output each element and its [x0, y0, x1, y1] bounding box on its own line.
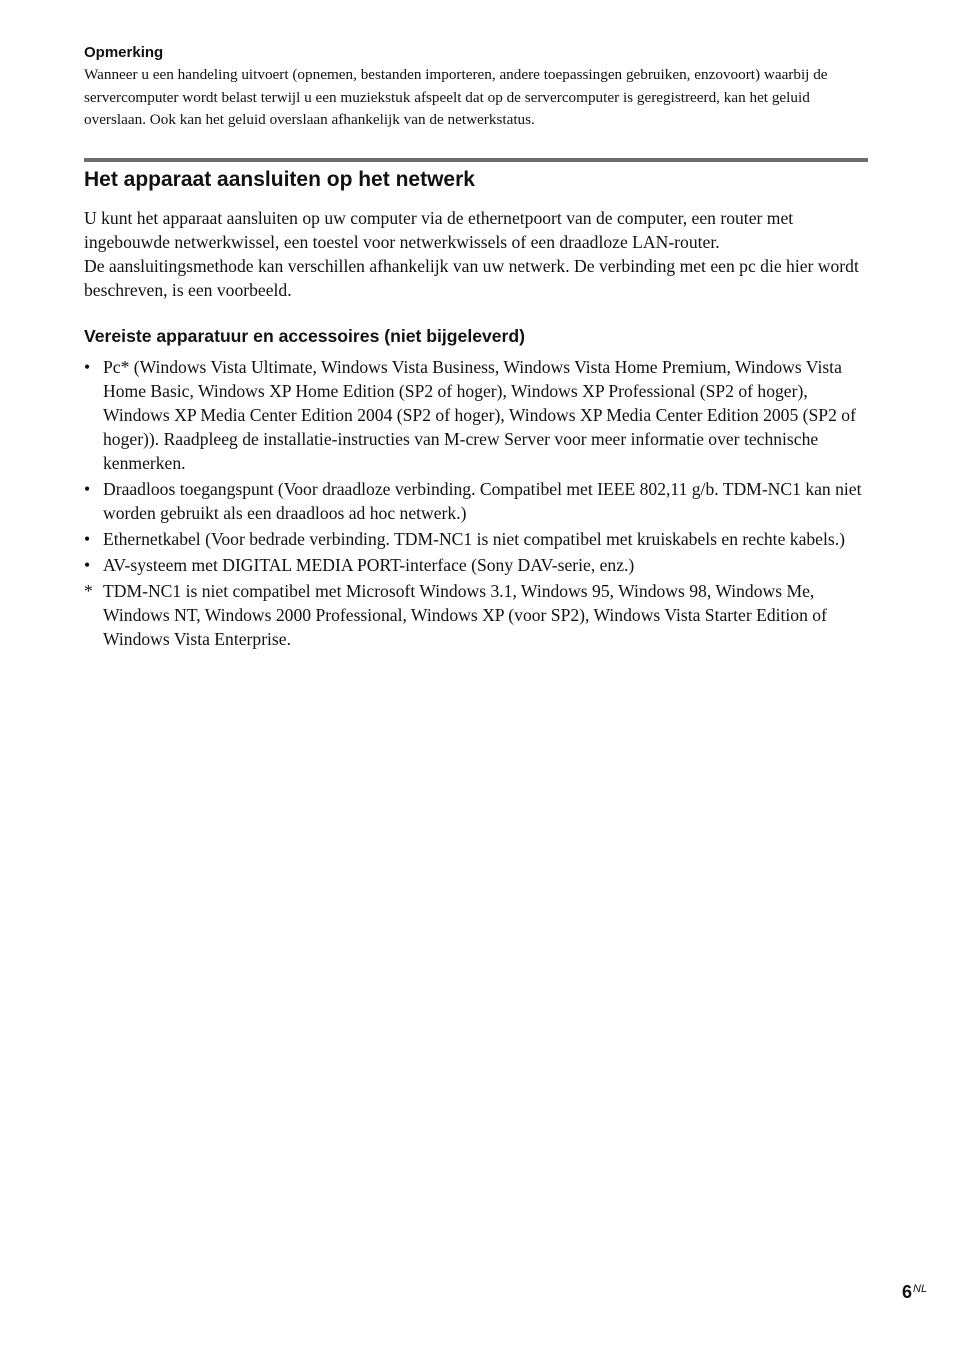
bullet-marker: • — [84, 478, 91, 499]
list-item — [84, 477, 868, 525]
note-title: Opmerking — [84, 44, 164, 61]
subsection-heading: Vereiste apparatuur en accessoires (niet bijgeleverd) — [84, 325, 526, 346]
list-item — [84, 355, 868, 475]
bullet-marker: • — [84, 528, 91, 549]
page-language-code: NL — [913, 1283, 928, 1295]
bullet-marker: • — [84, 554, 91, 575]
list-item — [84, 579, 868, 651]
note-text: Wanneer u een handeling uitvoert (opnemen, bestanden importeren, andere toepassingen gebruiken, enzovoort) waarbij de servercomputer wordt belast terwijl u een muziekstuk afspeelt dat op de servercomputer is geregistreerd, kan het geluid overslaan. Ook kan het geluid overslaan afhankelijk van de netwerkstatus. — [84, 66, 828, 128]
bullet-marker: • — [84, 356, 91, 377]
list-item-text: AV-systeem met DIGITAL MEDIA PORT-interface (Sony DAV-serie, enz.) — [103, 554, 635, 575]
list-item — [84, 553, 868, 577]
page-number — [902, 1282, 927, 1303]
list-item-text: Draadloos toegangspunt (Voor draadloze verbinding. Compatibel met IEEE 802,11 g/b. TDM-NC1 kan niet worden gebruikt als een draadloos ad hoc netwerk.) — [103, 478, 862, 523]
section-heading: Het apparaat aansluiten op het netwerk — [84, 167, 475, 191]
page-number-value: 6 — [902, 1282, 913, 1302]
footnote-marker: * — [84, 580, 93, 601]
list-item-text: Pc* (Windows Vista Ultimate, Windows Vista Business, Windows Vista Home Premium, Windows Vista Home Basic, Windows XP Home Edition (SP2 of hoger), Windows XP Professional (SP2 of hoger), Windows XP Media Center Edition 2004 (SP2 of hoger), Windows XP Media Center Edition 2005 (SP2 of hoger)). Raadpleeg de installatie-instructies van M-crew Server voor meer informatie over technische kenmerken. — [103, 356, 856, 473]
section-paragraph-2: De aansluitingsmethode kan verschillen afhankelijk van uw netwerk. De verbinding met een pc die hier wordt beschreven, is een voorbeeld. — [84, 255, 859, 300]
footnote-text: TDM-NC1 is niet compatibel met Microsoft Windows 3.1, Windows 95, Windows 98, Windows Me, Windows NT, Windows 2000 Professional, Windows XP (voor SP2), Windows Vista Starter Edition of Windows Vista Enterprise. — [103, 580, 827, 649]
list-item-text: Ethernetkabel (Voor bedrade verbinding. TDM-NC1 is niet compatibel met kruiskabels en rechte kabels.) — [103, 528, 845, 549]
page-content — [84, 44, 868, 653]
section-paragraph-1: U kunt het apparaat aansluiten op uw computer via de ethernetpoort van de computer, een router met ingebouwde netwerkwissel, een toestel voor netwerkwissels of een draadloze LAN-router. — [84, 207, 794, 252]
requirements-list — [84, 355, 868, 651]
list-item — [84, 527, 868, 551]
section-divider — [84, 158, 868, 162]
